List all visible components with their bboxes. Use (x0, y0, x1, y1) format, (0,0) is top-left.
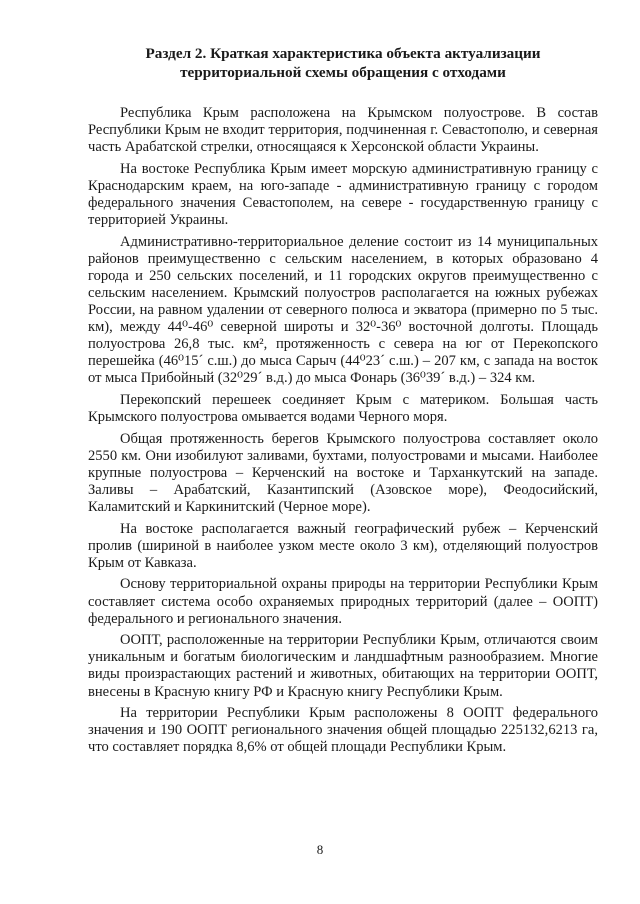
paragraph-kerch-strait: На востоке располагается важный географический рубеж – Керченский пролив (шириной в наиболее узком месте около 3 км), отделяющий полуостров Крым от Кавказа. (88, 520, 598, 571)
paragraph-coastline: Общая протяженность берегов Крымского полуострова составляет около 2550 км. Они изобилуют заливами, бухтами, полуостровами и мысами. Наиболее крупные полуострова – Керченский на востоке и Тарханкутский на западе. Заливы – Арабатский, Казантипский (Азовское море), Феодосийский, Каламитский и Каркинитский (Черное море). (88, 430, 598, 516)
paragraph-perekop-isthmus: Перекопский перешеек соединяет Крым с материком. Большая часть Крымского полуострова омывается водами Черного моря. (88, 392, 598, 426)
page-number: 8 (316, 842, 324, 857)
paragraph-nature-protection: Основу территориальной охраны природы на территории Республики Крым составляет система особо охраняемых природных территорий (далее – ООПТ) федерального и регионального значения. (88, 576, 598, 627)
heading-line-1: Раздел 2. Краткая характеристика объекта актуализации (145, 45, 541, 62)
paragraph-oopt-diversity: ООПТ, расположенные на территории Республики Крым, отличаются своим уникальным и богатым биологическим и ландшафтным разнообразием. Многие виды произрастающих растений и животных, обитающих на территории ООПТ, внесены в Красную книгу РФ и Красную книгу Республики Крым. (88, 632, 598, 700)
paragraph-oopt-area: На территории Республики Крым расположены 8 ООПТ федерального значения и 190 ООПТ регионального значения общей площадью 225132,6213 га, что составляет порядка 8,6% от общей площади Республики Крым. (88, 705, 598, 756)
section-heading (88, 44, 598, 82)
paragraph-borders: На востоке Республика Крым имеет морскую административную границу с Краснодарским краем, на юго-западе - административную границу с городом федерального значения Севастополем, на севере - государственную границу с территорией Украины. (88, 160, 598, 229)
paragraph-location: Республика Крым расположена на Крымском полуострове. В состав Республики Крым не входит территория, подчиненная г. Севастополю, и северная часть Арабатской стрелки, относящаяся к Херсонской области Украины. (88, 105, 598, 156)
document-page (88, 44, 598, 761)
heading-line-2: территориальной схемы обращения с отходами (180, 64, 506, 81)
paragraph-administrative-division: Административно-территориальное деление состоит из 14 муниципальных районов преимущественно с сельским населением, в которых образовано 4 города и 250 сельских поселений, и 11 городских округов преимущественно с сельским населением. Крымский полуостров располагается на южных рубежах России, на равном удалении от северного полюса и экватора (примерно по 5 тыс. км), между 44⁰-46⁰ северной широты и 32⁰-36⁰ восточной долготы. Площадь полуострова 26,8 тыс. км², протяженность с севера на юг от Перекопского перешейка (46⁰15´ с.ш.) до мыса Сарыч (44⁰23´ с.ш.) – 207 км, с запада на восток от мыса Прибойный (32⁰29´ в.д.) до мыса Фонарь (36⁰39´ в.д.) – 324 км. (88, 233, 598, 387)
